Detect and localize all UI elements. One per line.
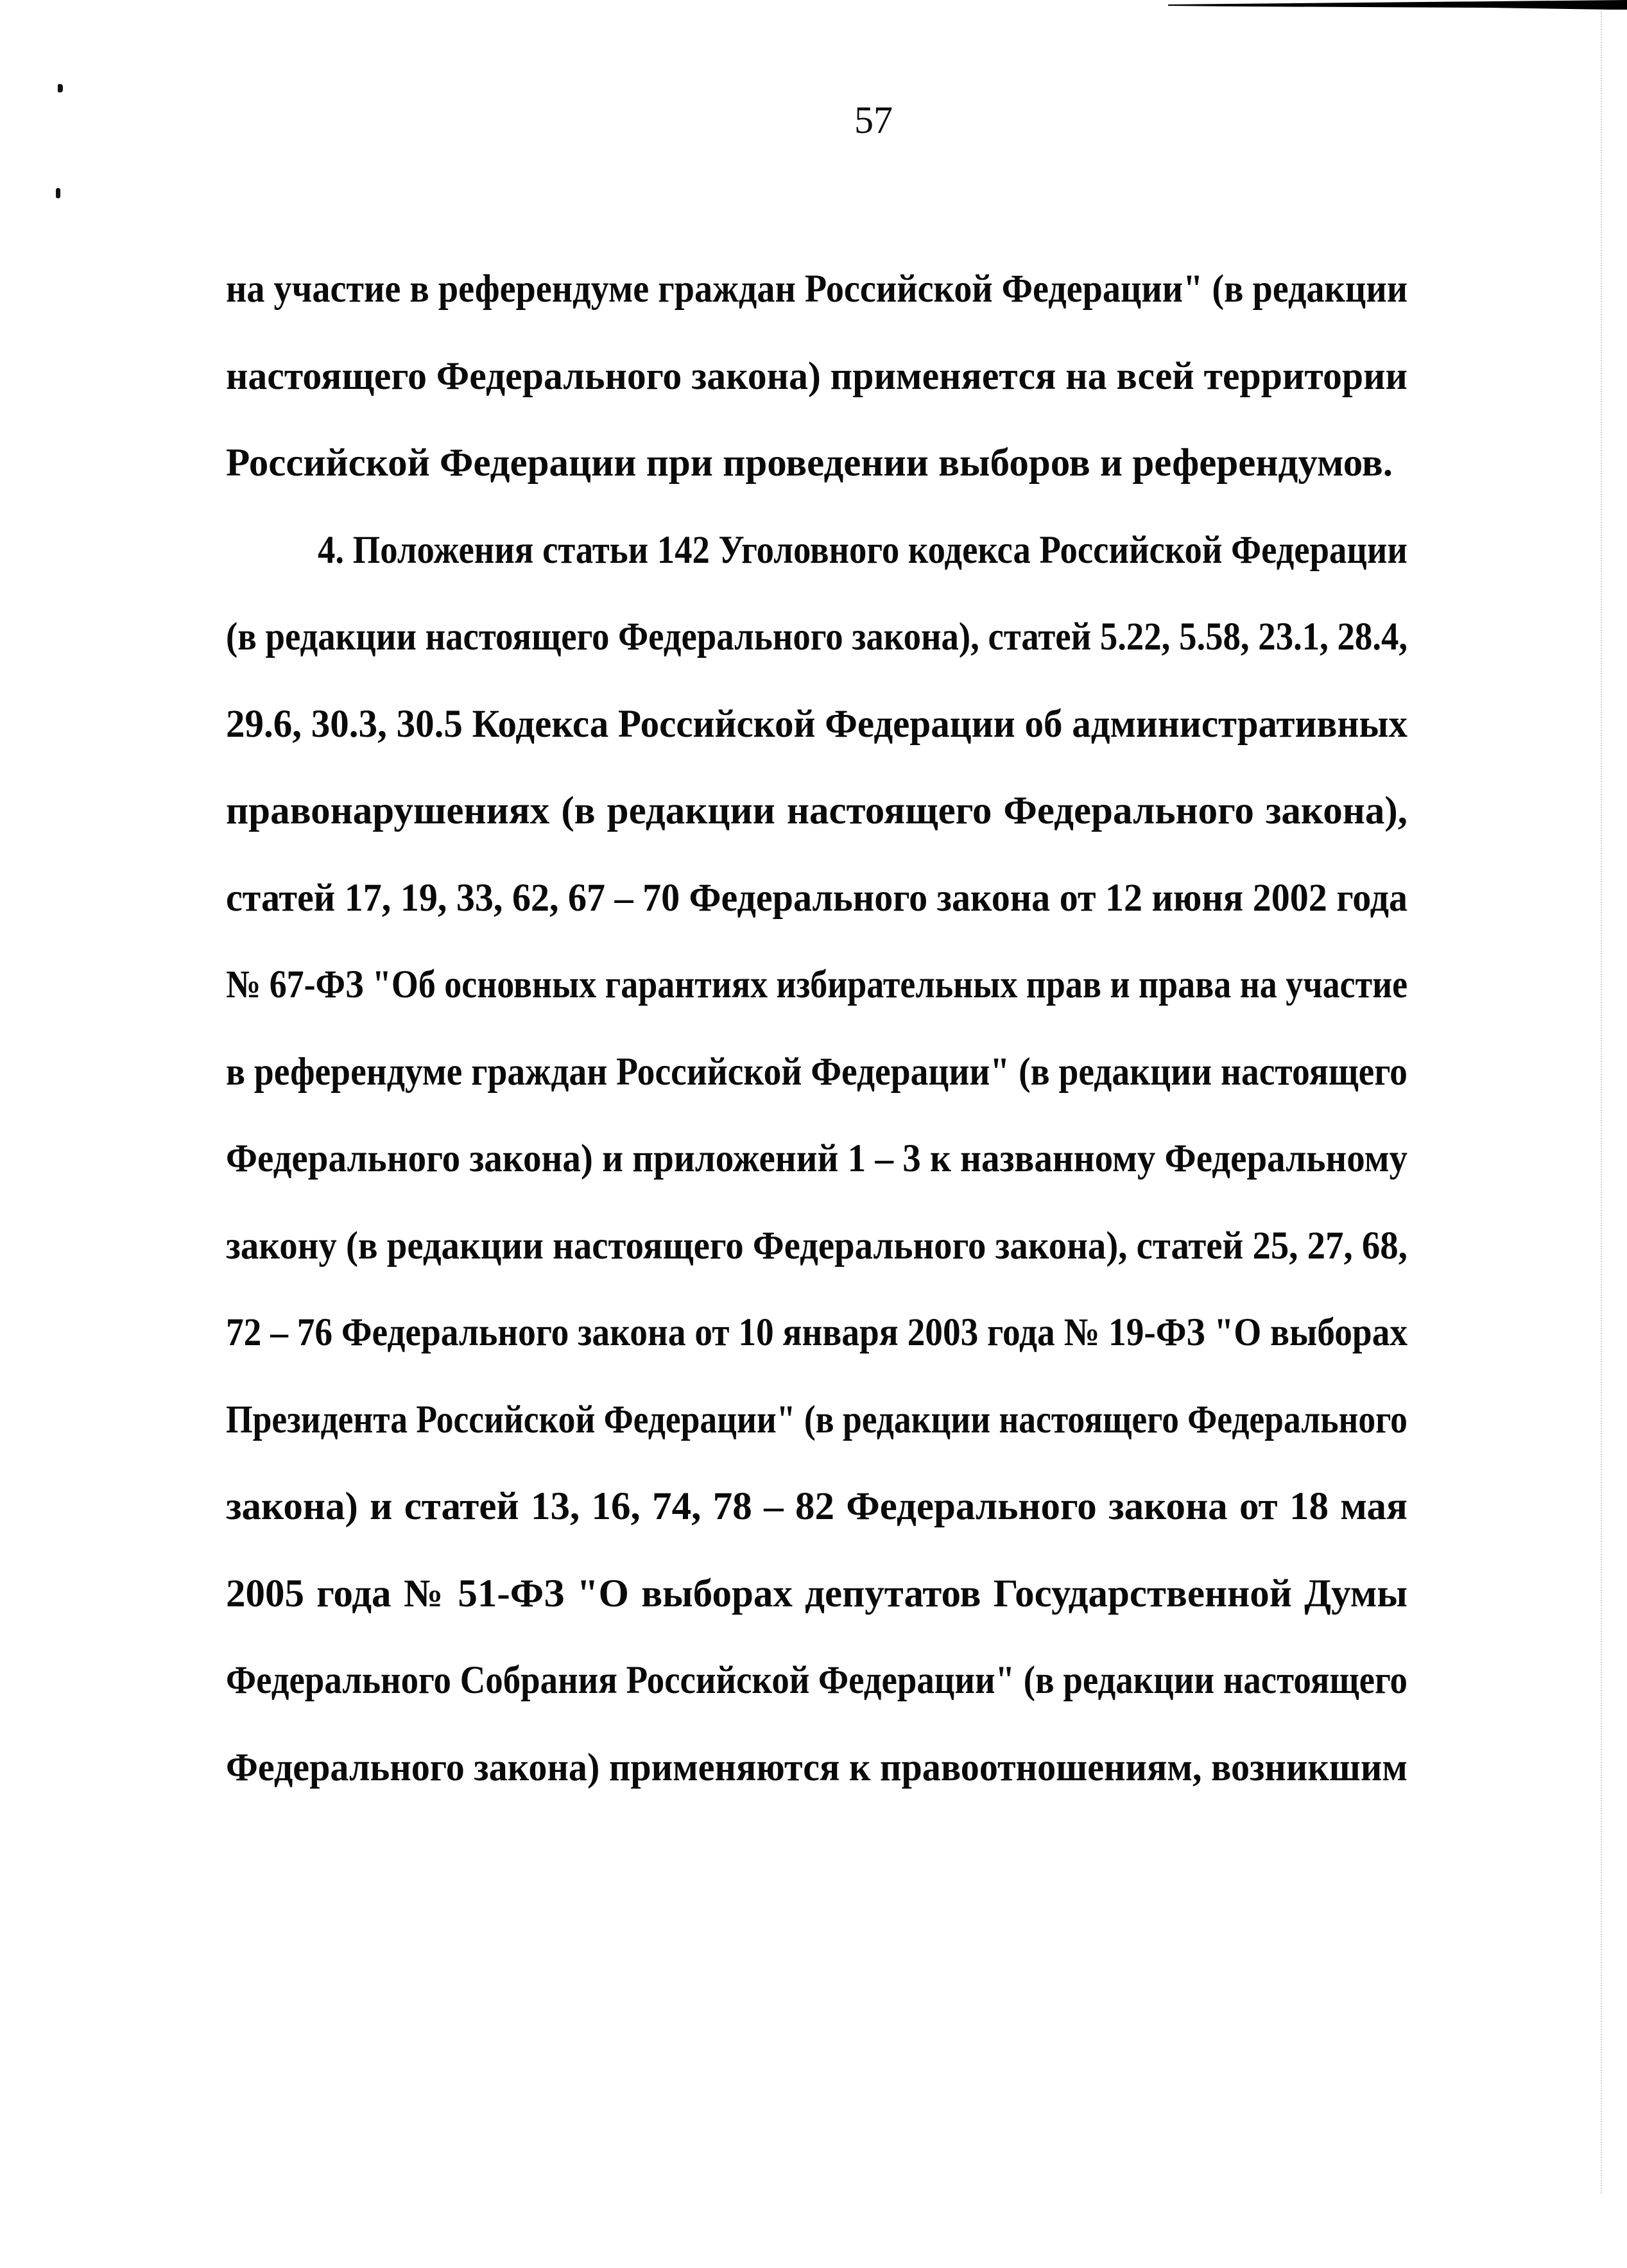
text-line: настоящего Федерального закона) применяется на всей территории <box>226 354 1407 398</box>
text-line: Федерального Собрания Российской Федерации" (в редакции настоящего <box>226 1659 1407 1702</box>
text-line: в референдуме граждан Российской Федерации" (в редакции настоящего <box>226 1050 1407 1094</box>
text-line: закону (в редакции настоящего Федерального закона), статей 25, 27, 68, <box>226 1224 1407 1267</box>
text-line: Российской Федерации при проведении выборов и референдумов. <box>226 442 1393 485</box>
paragraph-start-line: 4. Положения статьи 142 Уголовного кодекса Российской Федерации <box>318 528 1407 572</box>
scan-mark <box>58 84 63 92</box>
scan-wedge-shape <box>1168 0 1627 10</box>
text-line: на участие в референдуме граждан Российской Федерации" (в редакции <box>226 268 1408 311</box>
page-edge-dots <box>1601 12 1602 2194</box>
text-line: (в редакции настоящего Федерального закона), статей 5.22, 5.58, 23.1, 28.4, <box>226 615 1408 658</box>
scan-edge-artifact <box>1168 0 1627 13</box>
text-line: 2005 года № 51-ФЗ "О выборах депутатов Государственной Думы <box>226 1572 1407 1615</box>
text-line: статей 17, 19, 33, 62, 67 – 70 Федерального закона от 12 июня 2002 года <box>226 876 1407 920</box>
text-line: Федерального закона) применяются к правоотношениям, возникшим <box>226 1746 1407 1789</box>
text-line: закона) и статей 13, 16, 74, 78 – 82 Федерального закона от 18 мая <box>226 1485 1407 1528</box>
text-line: 29.6, 30.3, 30.5 Кодекса Российской Федерации об административных <box>226 702 1407 746</box>
page-number: 57 <box>854 99 893 141</box>
scan-mark <box>56 188 60 198</box>
text-line: Президента Российской Федерации" (в редакции настоящего Федерального <box>226 1398 1407 1441</box>
text-line: Федерального закона) и приложений 1 – 3 к названному Федеральному <box>226 1137 1408 1180</box>
text-line: правонарушениях (в редакции настоящего Федерального закона), <box>226 789 1407 832</box>
text-line: № 67-ФЗ "Об основных гарантиях избирательных прав и права на участие <box>226 963 1408 1006</box>
body-text <box>226 246 1407 1811</box>
text-line: 72 – 76 Федерального закона от 10 января 2003 года № 19-ФЗ "О выборах <box>226 1311 1408 1354</box>
